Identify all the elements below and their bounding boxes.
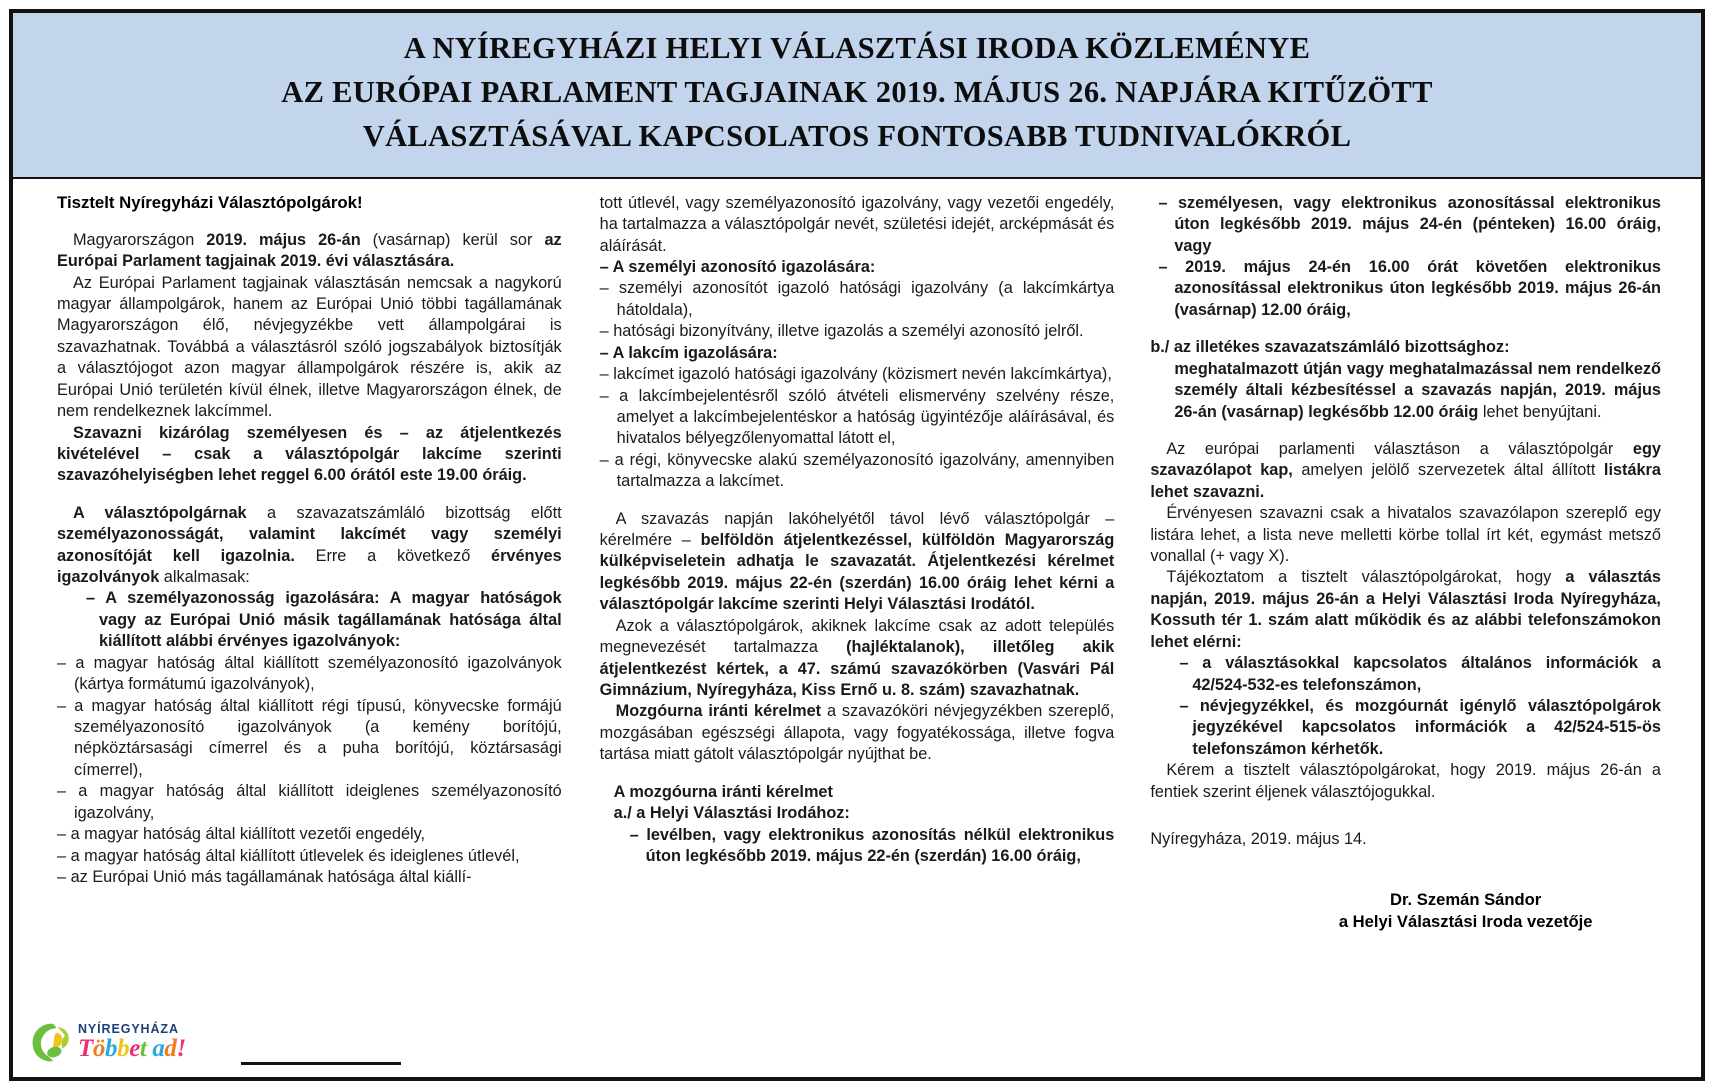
id-document-list xyxy=(57,588,562,888)
signature-block xyxy=(1150,889,1661,934)
list-item-text: hatósági bizonyítvány, illetve igazolás a személyi azonosító jelről. xyxy=(613,322,1084,341)
paragraph-office-info xyxy=(1150,567,1661,653)
mobile-request-option-a-item: – levélben, vagy elektronikus azonosítás nélkül elektronikus úton legkésőbb 2019. május 22-én (szerdán) 16.00 óráig, xyxy=(629,825,1115,865)
paragraph-identification xyxy=(57,503,562,589)
list-item-text: A személyazonosság igazolására: A magyar hatóságok vagy az Európai Unió másik tagállamának hatósága által kiállított alábbi érvényes igazolványok: xyxy=(99,589,562,651)
intro-date: 2019. május 26-án xyxy=(206,230,361,249)
homeless-part-a: Azok a választópolgárok, akiknek lakcíme csak az adott település megnevezését tartalmazza xyxy=(599,616,1115,657)
header-line-1: A NYÍREGYHÁZI HELYI VÁLASZTÁSI IRODA KÖZLEMÉNYE xyxy=(403,31,1311,65)
list-item-text: a magyar hatóság által kiállított személyazonosító igazolványok (kártya formátumú igazolványok), xyxy=(74,653,562,694)
office-part-a: Tájékoztatom a tisztelt választópolgárokat, hogy xyxy=(1166,568,1566,587)
phone-item-text: a választásokkal kapcsolatos általános információk a 42/524-532-es telefonszámon, xyxy=(1192,654,1661,694)
mobile-request-option-a: a./ a Helyi Választási Irodához: xyxy=(613,804,850,823)
list-item: – a magyar hatóság által kiállított régi típusú, könyvecske formájú személyazonosító igazolványok (a kemény borítójú, népköztársasági címerrel és a puha borítójú, köztársasági címerrel), xyxy=(57,696,562,779)
list-item: – személyi azonosítót igazoló hatósági igazolvány (a lakcímkártya hátoldala), xyxy=(599,279,1115,319)
paragraph-closing: Kérem a tisztelt választópolgárokat, hogy 2019. május 26-án a fentiek szerint éljenek választójogukkal. xyxy=(1150,761,1661,801)
list-item: – lakcímet igazoló hatósági igazolvány (közismert nevén lakcímkártya), xyxy=(599,365,1112,384)
header-line-2: AZ EURÓPAI PARLAMENT TAGJAINAK 2019. MÁJUS 26. NAPJÁRA KITŰZÖTT xyxy=(281,74,1433,109)
paragraph-ballot xyxy=(1150,439,1661,503)
list-heading-text: A lakcím igazolására: xyxy=(612,343,778,362)
list-item: – a magyar hatóság által kiállított útlevelek és ideiglenes útlevél, xyxy=(57,846,520,865)
ident-tail: alkalmasak: xyxy=(159,568,250,587)
list-item: – a magyar hatóság által kiállított vezetői engedély, xyxy=(57,825,426,844)
mobile-request-title: A mozgóurna iránti kérelmet xyxy=(613,782,833,801)
list-item: – a magyar hatóság által kiállított személyazonosító igazolványok (kártya formátumú igazolványok), xyxy=(57,653,562,694)
column-3 xyxy=(1132,193,1683,1081)
ident-lead: A választópolgárnak xyxy=(73,503,247,522)
paragraph-absentee xyxy=(600,509,1115,616)
option-b-tail: lehet benyújtani. xyxy=(1478,402,1602,421)
personal-id-list xyxy=(600,257,1115,493)
poster-header xyxy=(13,13,1701,179)
absentee-part-a: A szavazás napján lakóhelyétől távol lévő választópolgár – kérelmére – xyxy=(599,509,1115,550)
absentee-part-b: belföldön átjelentkezéssel, külföldön Magyarország külképviseletein adhatja le szavazatát. Átjelentkezési kérelmet legkésőbb 2019. május 22-én (szerdán) 16.00 óráig lehet kérni a választópolgár lakcíme szerinti Helyi Választási Irodától. xyxy=(599,531,1115,614)
column-1 xyxy=(31,193,582,1081)
request-option-a-item-3: – 2019. május 24-én 16.00 órát követően elektronikus azonosítással elektronikus úton legkésőbb 2019. május 26-án (vasárnap) 12.00 óráig, xyxy=(1158,257,1661,319)
leaf-swirl-icon xyxy=(29,1019,75,1065)
list-item: – az Európai Unió más tagállamának hatósága által kiállí- xyxy=(57,867,472,886)
paragraph-homeless xyxy=(600,616,1115,702)
place-date: Nyíregyháza, 2019. május 14. xyxy=(1150,830,1367,849)
intro-part-a: Magyarországon xyxy=(73,230,207,249)
signature-title: a Helyi Választási Iroda vezetője xyxy=(1338,911,1593,931)
list-item: – a választásokkal kapcsolatos általános információk a 42/524-532-es telefonszámon, xyxy=(1179,654,1661,694)
nyiregyhaza-logo xyxy=(29,1013,234,1071)
mobile-tail: a szavazóköri névjegyzékben szereplő, mozgásában egészségi állapota, vagy fogyatékossága, illetve fogva tartása miatt gátolt választópolgár nyújthat be. xyxy=(599,702,1115,764)
ballot-part-b: egy szavazólapot kap, xyxy=(1150,439,1661,480)
list-item-text: a magyar hatóság által kiállított ideiglenes személyazonosító igazolvány, xyxy=(74,782,562,822)
list-heading: – A személyi azonosító igazolására: xyxy=(599,257,876,276)
list-heading: – A lakcím igazolására: xyxy=(599,343,778,362)
intro-part-c: (vasárnap) kerül sor xyxy=(360,230,545,249)
paragraph-continuation: tott útlevél, vagy személyazonosító igazolvány, vagy vezetői engedély, ha tartalmazza a választópolgár nevét, születési idejét, arcképmását és aláírását. xyxy=(599,193,1115,255)
list-item-text: lakcímet igazoló hatósági igazolvány (közismert nevén lakcímkártya), xyxy=(613,365,1112,384)
paragraph-eligibility: Az Európai Parlament tagjainak választásán nemcsak a nagykorú magyar állampolgárok, hanem az Európai Unió többi tagállamának Magyarországon élő, névjegyzékbe vett állampolgárai is szavazhatnak. Továbbá a választásról szóló jogszabályok biztosítják a választójogot azon magyar állampolgárok részére is, akik az Európai Unió területén kívül élnek, illetve Magyarországon élnek, de nem rendelkeznek lakcímmel. xyxy=(57,273,562,421)
ballot-part-d: listákra lehet szavazni. xyxy=(1150,461,1661,501)
option-b-bold: meghatalmazott útján vagy meghatalmazással nem rendelkező személy általi kézbesítéssel a szavazás napján, 2019. május 26-án (vasárnap) legkésőbb 12.00 óráig xyxy=(1174,359,1661,421)
paragraph-voting-rules: Szavazni kizárólag személyesen és – az átjelentkezés kivételével – csak a választópolgár lakcíme szerinti szavazóhelyiségben lehet reggel 6.00 órától este 19.00 óráig. xyxy=(57,423,562,485)
place-date-wrapper xyxy=(1150,829,1661,850)
article-columns xyxy=(13,179,1701,1081)
logo-slogan: Többet ad! xyxy=(78,1035,186,1063)
phone-item-text: névjegyzékkel, és mozgóurnát igénylő választópolgárok jegyzékével kapcsolatos információk a 42/524-515-ös telefonszámon kérhetők. xyxy=(1192,697,1661,758)
salutation: Tisztelt Nyíregyházi Választópolgárok! xyxy=(57,192,363,212)
homeless-part-b: (hajléktalanok), illetőleg akik átjelentkezést kértek, a 47. számú szavazókörben (Vasvári Pál Gimnázium, Nyíregyháza, Kiss Ernő u. 8. szám) szavazhatnak. xyxy=(599,638,1115,699)
list-item: – a lakcímbejelentésről szóló átvételi elismervény szelvény része, amelyet a lakcímbejelentéskor a hatóság ügyintézője aláírásával, és hivatalos bélyegzőlenyomattal látott el, xyxy=(599,386,1115,448)
ident-bold-2: személyazonosságát, valamint lakcímét vagy személyi azonosítóját kell igazolnia. xyxy=(57,525,562,565)
intro-election: az Európai Parlament tagjainak 2019. évi választására. xyxy=(57,230,562,271)
list-item-text: személyi azonosítót igazoló hatósági igazolvány (a lakcímkártya hátoldala), xyxy=(616,279,1115,319)
ballot-part-a: Az európai parlamenti választáson a választópolgár xyxy=(1166,439,1633,458)
request-option-a-item-2: – személyesen, vagy elektronikus azonosítással elektronikus úton legkésőbb 2019. május 24-én (pénteken) 16.00 óráig, vagy xyxy=(1158,193,1661,255)
ident-mid: a szavazatszámláló bizottság előtt xyxy=(246,503,562,522)
list-heading-text: A személyi azonosító igazolására: xyxy=(612,257,876,276)
ident-mid-2: Erre a következő xyxy=(294,546,492,565)
logo-city-name: NYÍREGYHÁZA xyxy=(78,1021,179,1036)
list-item: – a régi, könyvecske alakú személyazonosító igazolvány, amennyiben tartalmazza a lakcímet. xyxy=(599,450,1115,491)
request-option-b-heading: b./ az illetékes szavazatszámláló bizottsághoz: xyxy=(1150,338,1510,357)
phone-list xyxy=(1150,653,1661,760)
logo-text xyxy=(78,1023,186,1062)
mobile-lead: Mozgóurna iránti kérelmet xyxy=(615,702,822,721)
list-item-text: az Európai Unió más tagállamának hatósága által kiállí- xyxy=(70,867,472,886)
list-item: – névjegyzékkel, és mozgóurnát igénylő választópolgárok jegyzékével kapcsolatos információk a 42/524-515-ös telefonszámon kérhetők. xyxy=(1179,697,1661,758)
header-line-3: VÁLASZTÁSÁVAL KAPCSOLATOS FONTOSABB TUDNIVALÓKRÓL xyxy=(362,118,1352,153)
paragraph-mobile-ballot xyxy=(600,701,1115,765)
office-part-b: a választás napján, 2019. május 26-án a Helyi Választási Iroda Nyíregyháza, Kossuth tér 1. szám alatt működik és az alábbi telefonszámokon lehet elérni: xyxy=(1150,568,1661,651)
list-item-text: a magyar hatóság által kiállított útlevelek és ideiglenes útlevél, xyxy=(70,846,520,865)
paragraph-valid-vote: Érvényesen szavazni csak a hivatalos szavazólapon szereplő egy listára lehet, a lista neve melletti körbe tollal írt két, egymást metsző vonallal (+ vagy X). xyxy=(1150,504,1661,566)
list-item-text: a magyar hatóság által kiállított régi típusú, könyvecske formájú személyazonosító igazolványok (a kemény borítójú, népköztársasági címerrel és a puha borítójú, köztársasági címerrel), xyxy=(74,696,562,779)
list-item-text: a régi, könyvecske alakú személyazonosító igazolvány, amennyiben tartalmazza a lakcímet. xyxy=(614,450,1115,491)
list-item: – hatósági bizonyítvány, illetve igazolás a személyi azonosító jelről. xyxy=(599,322,1084,341)
request-option-b-body xyxy=(1150,359,1661,423)
logo-divider-rule xyxy=(241,1062,401,1065)
paragraph-intro xyxy=(57,230,562,273)
ballot-part-c: amelyen jelölő szervezetek által állított xyxy=(1292,461,1604,480)
poster-frame xyxy=(9,9,1705,1081)
list-item: – A személyazonosság igazolására: A magyar hatóságok vagy az Európai Unió másik tagállamának hatósága által kiállított alábbi érvényes igazolványok: xyxy=(86,589,562,651)
list-item: – a magyar hatóság által kiállított ideiglenes személyazonosító igazolvány, xyxy=(57,782,562,822)
ident-bold-3: érvényes igazolványok xyxy=(57,546,562,587)
column-2 xyxy=(582,193,1133,1081)
signature-name: Dr. Szemán Sándor xyxy=(1390,889,1542,909)
list-item-text: a magyar hatóság által kiállított vezetői engedély, xyxy=(70,825,426,844)
list-item-text: a lakcímbejelentésről szóló átvételi elismervény szelvény része, amelyet a lakcímbejelentéskor a hatóság ügyintézője aláírásával, és hivatalos bélyegzőlenyomattal látott el, xyxy=(616,386,1115,448)
